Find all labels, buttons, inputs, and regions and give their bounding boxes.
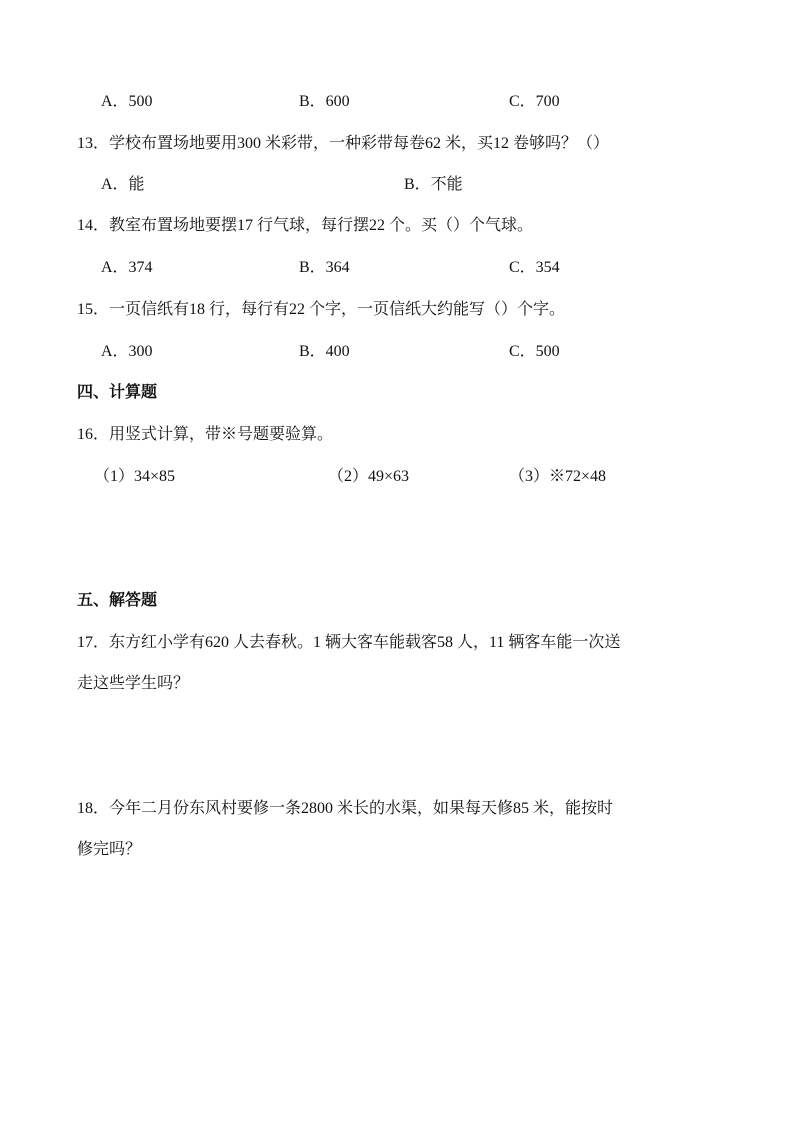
question-18-line-2: 修完吗？ — [77, 841, 142, 858]
q16-item-2: （2）49×63 — [328, 468, 410, 485]
question-15-text: 15．一页信纸有18 行，每行有22 个字，一页信纸大约能写（）个字。 — [77, 301, 566, 318]
section-heading-calculation: 四、计算题 — [77, 382, 158, 401]
q15-option-b: B．400 — [299, 343, 350, 360]
q12-option-c: C．700 — [509, 93, 560, 110]
section-heading-word-problems: 五、解答题 — [77, 590, 158, 609]
q15-option-c: C．500 — [509, 343, 560, 360]
q12-option-a: A．500 — [101, 93, 153, 110]
q14-option-c: C．354 — [509, 259, 560, 276]
question-17-line-2: 走这些学生吗？ — [77, 675, 190, 692]
q13-option-a: A．能 — [101, 176, 145, 193]
question-16-text: 16．用竖式计算，带※号题要验算。 — [77, 426, 334, 443]
q14-option-b: B．364 — [299, 259, 350, 276]
q16-item-1: （1）34×85 — [94, 468, 176, 485]
q14-option-a: A．374 — [101, 259, 153, 276]
q15-option-a: A．300 — [101, 343, 153, 360]
question-13-text: 13．学校布置场地要用300 米彩带，一种彩带每卷62 米，买12 卷够吗？（） — [77, 135, 610, 152]
question-17-line-1: 17．东方红小学有620 人去春秋。1 辆大客车能载客58 人，11 辆客车能一次送 — [77, 634, 621, 651]
question-14-text: 14．教室布置场地要摆17 行气球，每行摆22 个。买（）个气球。 — [77, 217, 534, 234]
q16-item-3: （3）※72×48 — [509, 468, 607, 485]
q13-option-b: B．不能 — [404, 176, 463, 193]
q12-option-b: B．600 — [299, 93, 350, 110]
question-18-line-1: 18．今年二月份东风村要修一条2800 米长的水渠，如果每天修85 米，能按时 — [77, 800, 614, 817]
